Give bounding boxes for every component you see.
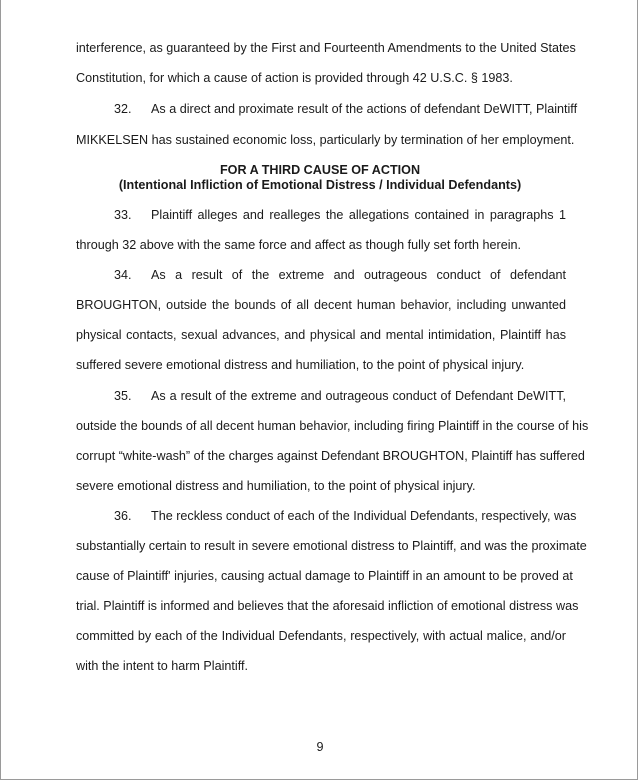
- page-number: 9: [316, 740, 324, 754]
- text-line: Plaintiff alleges and realleges the allegations contained in paragraphs 1: [151, 208, 566, 222]
- text-line: with the intent to harm Plaintiff.: [76, 659, 248, 673]
- text-line: interference, as guaranteed by the First and Fourteenth Amendments to the United States: [76, 41, 576, 55]
- paragraph-34-first-line: [114, 267, 566, 283]
- paragraph-33-first-line: [114, 207, 566, 223]
- text-line: outside the bounds of all decent human behavior, including firing Plaintiff in the course of his: [76, 419, 589, 433]
- section-heading: FOR A THIRD CAUSE OF ACTION: [219, 163, 421, 177]
- paragraph-number: 32.: [114, 102, 132, 116]
- text-line: Constitution, for which a cause of action is provided through 42 U.S.C. § 1983.: [76, 71, 513, 85]
- paragraph-number: 36.: [114, 509, 132, 523]
- paragraph-number: 33.: [114, 208, 132, 222]
- text-line: committed by each of the Individual Defendants, respectively, with actual malice, and/or: [76, 629, 566, 643]
- text-line: BROUGHTON, outside the bounds of all decent human behavior, including unwanted: [76, 298, 566, 312]
- text-line: cause of Plaintiff' injuries, causing actual damage to Plaintiff in an amount to be proved at: [76, 569, 573, 583]
- text-line: suffered severe emotional distress and humiliation, to the point of physical injury.: [76, 358, 525, 372]
- text-line: physical contacts, sexual advances, and physical and mental intimidation, Plaintiff has: [76, 328, 566, 342]
- section-subheading: (Intentional Infliction of Emotional Distress / Individual Defendants): [118, 178, 522, 192]
- paragraph-32-first-line: [114, 101, 578, 117]
- text-line: trial. Plaintiff is informed and believes that the aforesaid infliction of emotional distress was: [76, 599, 579, 613]
- paragraph-36-first-line: [114, 508, 577, 524]
- text-line: severe emotional distress and humiliation, to the point of physical injury.: [76, 479, 476, 493]
- text-line: As a result of the extreme and outrageous conduct of defendant: [151, 268, 566, 282]
- text-line: As a result of the extreme and outrageous conduct of Defendant DeWITT,: [151, 389, 566, 403]
- text-line: The reckless conduct of each of the Individual Defendants, respectively, was: [151, 509, 577, 523]
- text-line: As a direct and proximate result of the actions of defendant DeWITT, Plaintiff: [151, 102, 578, 116]
- text-line: through 32 above with the same force and affect as though fully set forth herein.: [76, 238, 522, 252]
- paragraph-number: 34.: [114, 268, 132, 282]
- text-line: MIKKELSEN has sustained economic loss, particularly by termination of her employment.: [76, 133, 575, 147]
- text-line: corrupt “white-wash” of the charges against Defendant BROUGHTON, Plaintiff has suffered: [76, 449, 585, 463]
- paragraph-35-first-line: [114, 388, 566, 404]
- paragraph-number: 35.: [114, 389, 132, 403]
- text-line: substantially certain to result in severe emotional distress to Plaintiff, and was the proximate: [76, 539, 587, 553]
